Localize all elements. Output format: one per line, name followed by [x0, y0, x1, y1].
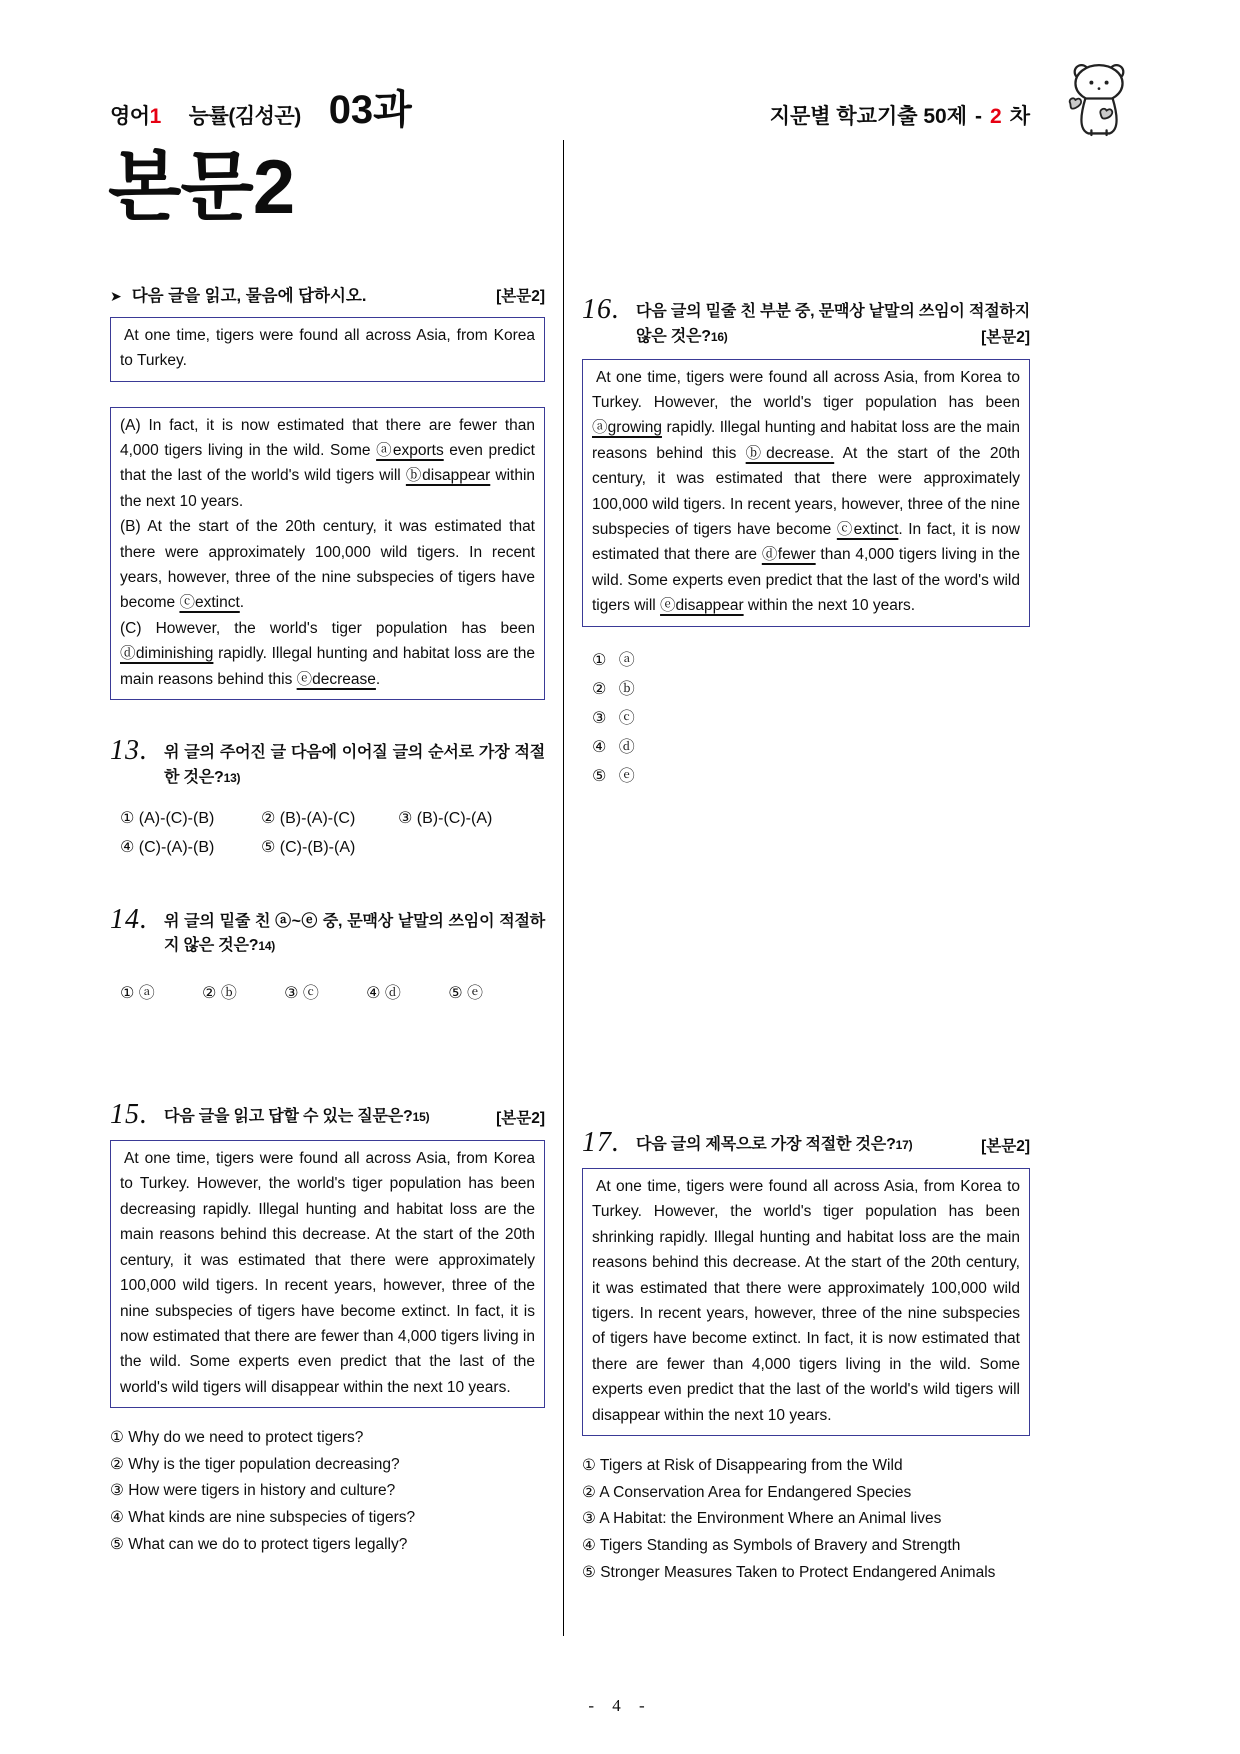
question-text — [636, 1128, 1030, 1158]
question-text-body: 다음 글을 읽고 답할 수 있는 질문은? — [164, 1108, 413, 1126]
question-text-body: 다음 글의 밑줄 친 부분 중, 문맥상 낱말의 쓰임이 적절하지 않은 것은? — [636, 303, 1030, 345]
question-text-body: 위 글의 주어진 글 다음에 이어질 글의 순서로 가장 적절한 것은? — [164, 744, 545, 786]
option-1: ① Tigers at Risk of Disappearing from the Wild — [582, 1457, 903, 1475]
option-3: ③ ⓒ — [592, 709, 639, 727]
question-16 — [582, 295, 1030, 791]
option-4: ④ ⓓ — [592, 738, 639, 756]
option-2: ② ⓑ — [202, 985, 237, 1003]
option-3: ③ ⓒ — [284, 985, 319, 1003]
option-4: ④ What kinds are nine subspecies of tigers? — [110, 1509, 416, 1527]
paragraph-b: (B) At the start of the 20th century, it was estimated that there were approximately 100,000 wild tigers. In recent years, however, three of the nine subspecies of tigers have become ⓒextinct. — [120, 518, 535, 612]
option-3: ③ How were tigers in history and culture? — [110, 1482, 396, 1500]
question-13-options — [110, 808, 545, 857]
source-tag: [본문2] — [496, 1110, 545, 1128]
lesson-label: 03과 — [328, 88, 412, 132]
paragraph-c: (C) However, the world's tiger population has been ⓓdiminishing rapidly. Illegal hunting and habitat loss are the main reasons behind this ⓔdecrease. — [120, 619, 535, 688]
question-number: 13. — [110, 735, 148, 767]
exam-set-title: 지문별 학교기출 50제 — [769, 105, 968, 128]
question-ref: 17) — [895, 1138, 913, 1153]
option-4: ④ ⓓ — [366, 985, 401, 1003]
question-ref: 14) — [258, 939, 276, 954]
option-2: ② (B)-(A)-(C) — [261, 809, 356, 827]
column-divider — [563, 140, 564, 1636]
directive-text: 다음 글을 읽고, 물음에 답하시오. — [131, 286, 367, 305]
round-suffix: 차 — [1009, 105, 1030, 128]
option-5: ⑤ ⓔ — [592, 768, 639, 786]
source-tag: [본문2] — [981, 1138, 1030, 1155]
question-number: 14. — [110, 903, 148, 935]
question-text-body: 다음 글의 제목으로 가장 적절한 것은? — [636, 1136, 896, 1154]
question-ref: 13) — [223, 770, 241, 785]
question-17 — [582, 1128, 1030, 1586]
option-1: ① (A)-(C)-(B) — [120, 809, 215, 827]
arrow-icon: ➤ — [110, 287, 122, 304]
abc-passage-box — [110, 407, 545, 700]
option-5: ⑤ ⓔ — [448, 985, 483, 1003]
question-16-header — [582, 295, 1030, 350]
course-label — [110, 100, 161, 130]
option-3: ③ A Habitat: the Environment Where an Animal lives — [582, 1510, 942, 1528]
option-2: ② Why is the tiger population decreasing? — [110, 1455, 400, 1473]
question-13-header — [110, 736, 545, 791]
header-right — [770, 100, 1030, 130]
page-number: - 4 - — [588, 1696, 652, 1715]
section-title: 본문2 — [108, 145, 295, 230]
question-13 — [110, 736, 545, 857]
question-text — [164, 1100, 545, 1130]
option-2: ② A Conservation Area for Endangered Species — [582, 1483, 912, 1501]
round-number: 2 — [990, 105, 1002, 128]
question-text — [164, 736, 545, 791]
dash: - — [975, 105, 983, 128]
option-1: ① ⓐ — [592, 651, 639, 669]
option-5: ⑤ Stronger Measures Taken to Protect Endangered Animals — [582, 1563, 996, 1581]
content-columns — [110, 140, 1030, 1636]
question-15-passage-box: At one time, tigers were found all across Asia, from Korea to Turkey. However, the world's tiger population has been decreasing rapidly. Illegal hunting and habitat loss are the main reasons behind this decrease. At the start of the 20th century, it was estimated that there were approximately 100,000 wild tigers. In recent years, however, three of the nine subspecies of tigers have become extinct. In fact, it is now estimated that there are fewer than 4,000 tigers living in the wild. Some experts even predict that the last of the world's wild tigers will disappear within the next 10 years. — [110, 1140, 545, 1408]
question-16-passage-box: At one time, tigers were found all across Asia, from Korea to Turkey. However, the world's tiger population has been ⓐgrowing rapidly. Illegal hunting and habitat loss are the main reasons behind this ⓑdecrease. At the start of the 20th century, it was estimated that there were approximately 100,000 wild tigers. In recent years, however, three of the nine subspecies of tigers have become ⓒextinct. In fact, it is now estimated that there are ⓓfewer than 4,000 tigers living in the wild. Some experts even predict that the last of the word's wild tigers will ⓔdisappear within the next 10 years. — [582, 359, 1030, 627]
right-column — [582, 140, 1030, 1636]
question-number: 15. — [110, 1099, 148, 1131]
question-16-options — [582, 646, 1030, 792]
option-1: ① ⓐ — [120, 985, 155, 1003]
question-14 — [110, 905, 545, 1004]
question-17-header — [582, 1128, 1030, 1159]
question-text-body: 위 글의 밑줄 친 ⓐ~ⓔ 중, 문맥상 낱말의 쓰임이 적절하지 않은 것은? — [164, 912, 545, 955]
question-14-header — [110, 905, 545, 960]
question-text — [636, 295, 1030, 350]
source-tag: [본문2] — [981, 328, 1030, 346]
source-tag: [본문2] — [496, 287, 545, 305]
question-17-options — [582, 1453, 1030, 1586]
option-1: ① Why do we need to protect tigers? — [110, 1429, 364, 1447]
header-left — [110, 78, 412, 135]
question-number: 17. — [582, 1127, 620, 1159]
intro-passage-box: At one time, tigers were found all across Asia, from Korea to Turkey. — [110, 317, 545, 382]
paragraph-a: (A) In fact, it is now estimated that there are fewer than 4,000 tigers living in the wild. Some ⓐexports even predict that the last of the world's wild tigers will ⓑdisappear within the next 10 years. — [120, 416, 536, 510]
question-ref: 15) — [412, 1110, 430, 1125]
option-2: ② ⓑ — [592, 680, 639, 698]
question-text — [164, 905, 545, 960]
option-4: ④ (C)-(A)-(B) — [120, 838, 215, 856]
book-label: 능률(김성곤) — [188, 105, 301, 128]
question-15-options — [110, 1425, 545, 1558]
bear-mascot-icon — [1060, 56, 1138, 138]
directive-row — [110, 282, 545, 306]
question-15 — [110, 1100, 545, 1558]
course-number: 1 — [149, 105, 161, 128]
question-number: 16. — [582, 294, 620, 325]
question-17-passage-box: At one time, tigers were found all across Asia, from Korea to Turkey. However, the world's tiger population has been shrinking rapidly. Illegal hunting and habitat loss are the main reasons behind this decrease. At the start of the 20th century, it was estimated that there were approximately 100,000 wild tigers. In recent years, however, three of the nine subspecies of tigers have become extinct. In fact, it is now estimated that there are fewer than 4,000 tigers living in the wild. Some experts even predict that the last of the world's wild tigers will disappear within the next 10 years. — [582, 1168, 1030, 1436]
question-15-header — [110, 1100, 545, 1131]
option-5: ⑤ What can we do to protect tigers legally? — [110, 1535, 408, 1553]
left-column — [110, 140, 545, 1636]
option-4: ④ Tigers Standing as Symbols of Bravery and Strength — [582, 1537, 961, 1555]
option-3: ③ (B)-(C)-(A) — [398, 809, 493, 827]
question-ref: 16) — [710, 329, 728, 344]
option-5: ⑤ (C)-(B)-(A) — [261, 838, 356, 856]
course-prefix: 영어 — [110, 105, 150, 128]
question-14-options — [110, 980, 545, 1003]
page-header — [110, 78, 1030, 136]
